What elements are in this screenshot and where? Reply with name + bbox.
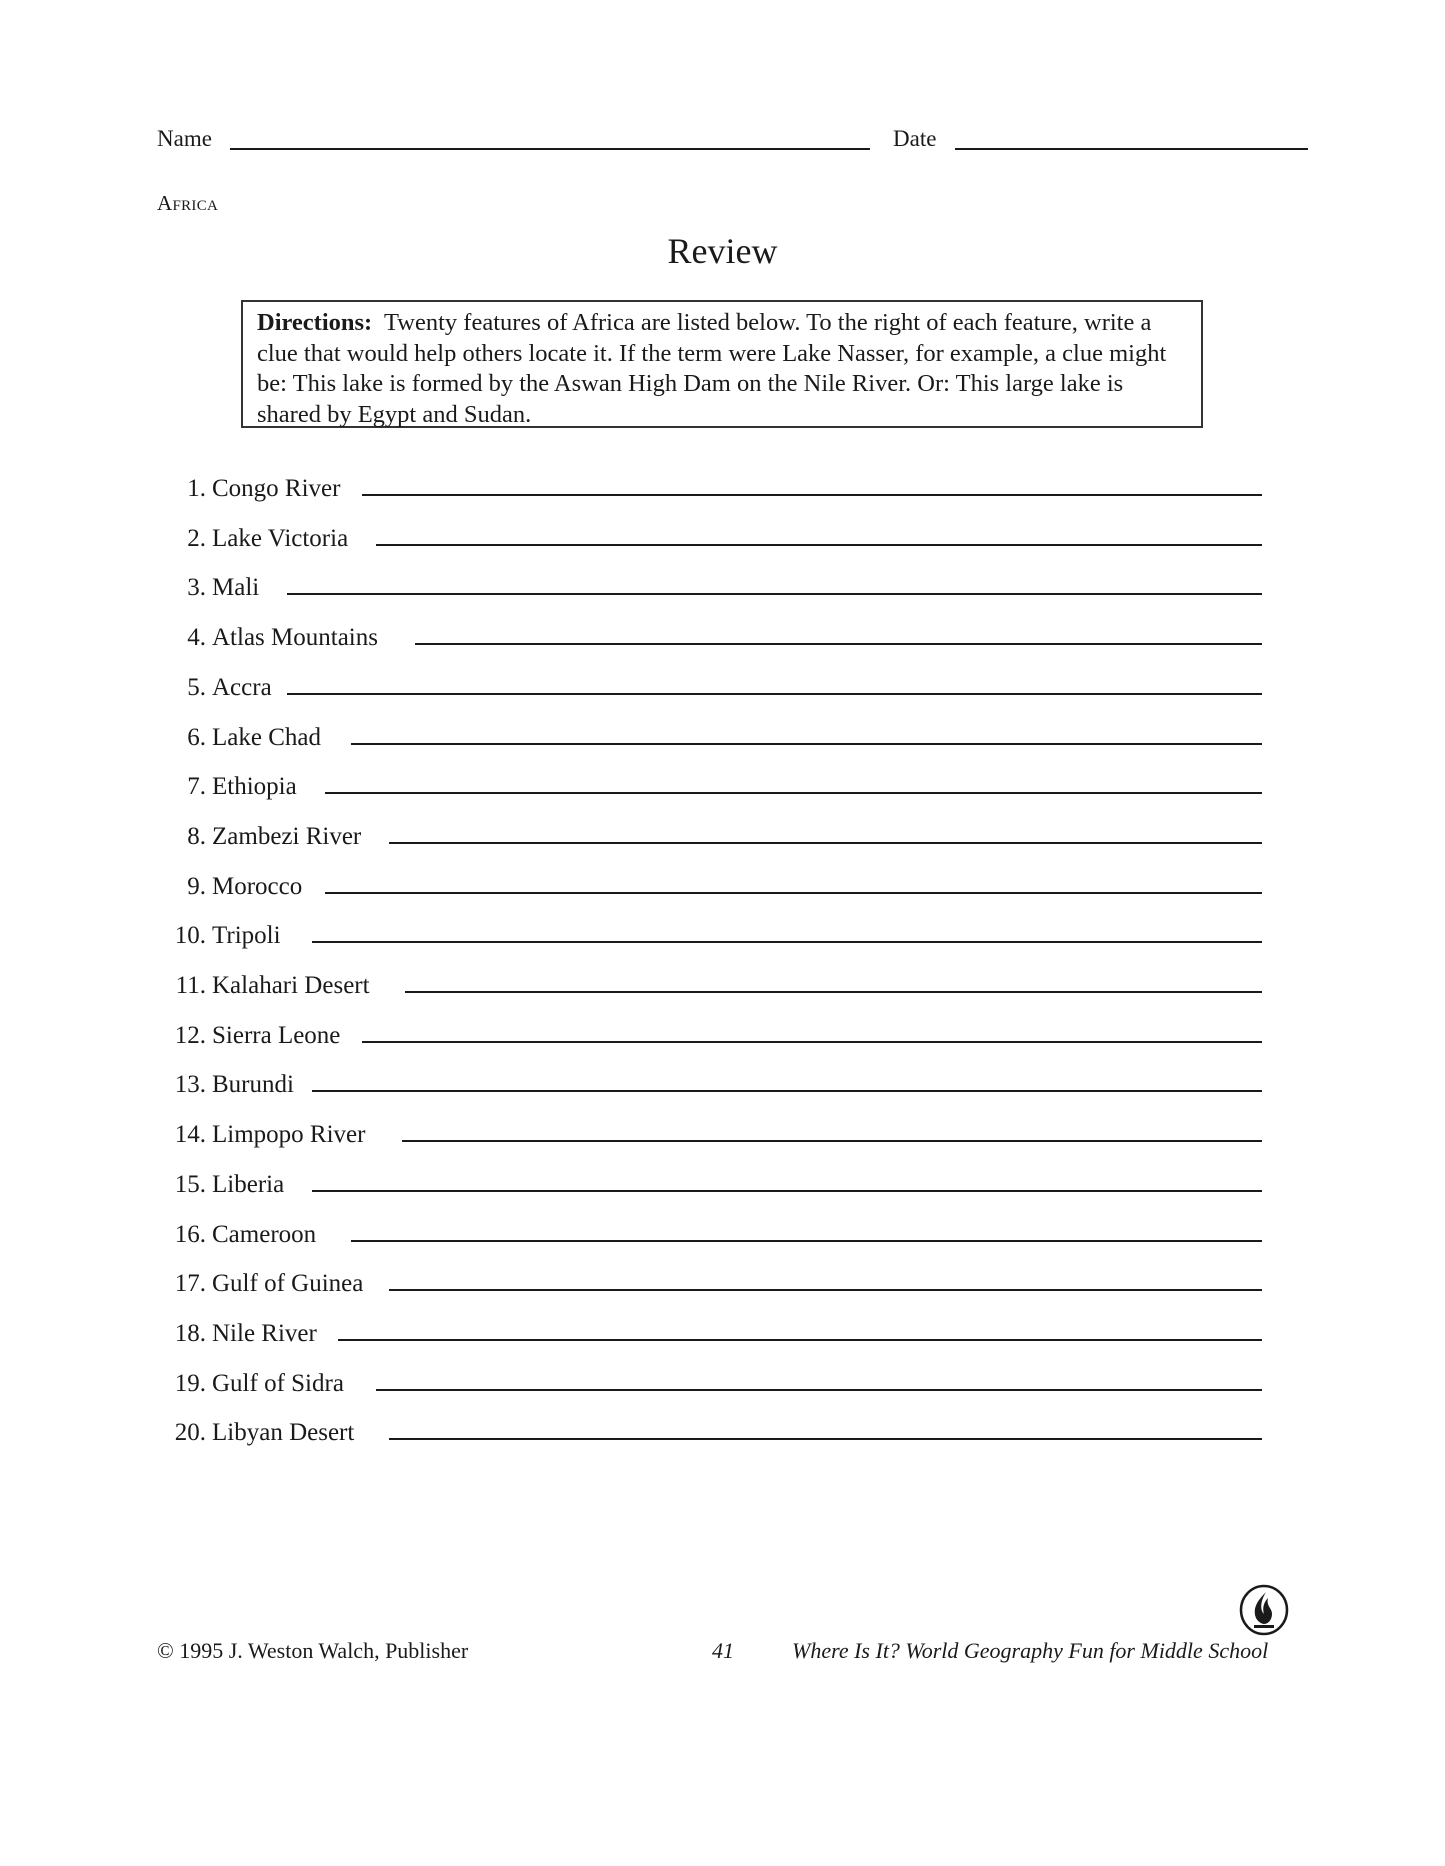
list-item <box>150 1118 1262 1158</box>
answer-line[interactable] <box>389 820 1262 844</box>
item-number: 7. <box>187 773 206 801</box>
answer-line[interactable] <box>325 870 1262 894</box>
answer-line[interactable] <box>338 1317 1262 1341</box>
directions-lead: Directions: <box>257 309 373 336</box>
item-label: Lake Chad <box>212 723 321 751</box>
answer-line[interactable] <box>362 1019 1262 1043</box>
list-item <box>150 820 1262 860</box>
item-number: 11. <box>175 972 206 999</box>
page-number <box>712 1638 734 1664</box>
item-number: 10. <box>174 922 206 950</box>
item-label: Nile River <box>212 1319 317 1347</box>
list-item <box>150 1068 1262 1108</box>
answer-line[interactable] <box>389 1416 1262 1440</box>
list-item <box>150 870 1262 910</box>
section-label: Africa <box>157 191 219 215</box>
book-title <box>792 1638 1268 1664</box>
item-label: Ethiopia <box>212 773 297 801</box>
copyright: © 1995 J. Weston Walch, Publisher <box>157 1638 469 1663</box>
name-label: Name <box>157 126 212 151</box>
item-label: Tripoli <box>212 922 281 950</box>
item-number: 18. <box>174 1319 206 1347</box>
page-number-text: 41 <box>712 1638 734 1663</box>
list-item <box>150 671 1262 711</box>
answer-line[interactable] <box>351 721 1262 745</box>
list-item <box>150 472 1262 512</box>
list-item <box>150 571 1262 611</box>
item-label: Liberia <box>212 1170 285 1198</box>
directions-text: Twenty features of Africa are listed below. To the right of each feature, write a clue that would help others locate it. If the term were Lake Nasser, for example, a clue might be: This lake is formed by the Aswan High Dam on the Nile River. Or: This large lake is shared by Egypt and Sudan. <box>257 309 1167 428</box>
item-number: 8. <box>187 822 206 850</box>
answer-line[interactable] <box>402 1118 1262 1142</box>
item-number: 4. <box>187 624 206 652</box>
list-item <box>150 621 1262 661</box>
answer-line[interactable] <box>325 770 1262 794</box>
item-number: 1. <box>187 475 206 502</box>
answer-line[interactable] <box>312 919 1262 943</box>
item-label: Sierra Leone <box>212 1021 341 1049</box>
answer-line[interactable] <box>287 571 1262 595</box>
answer-line[interactable] <box>415 621 1262 645</box>
item-number: 19. <box>174 1369 206 1397</box>
item-label: Limpopo River <box>212 1121 366 1149</box>
item-label: Morocco <box>212 872 303 900</box>
item-number: 14. <box>174 1121 206 1149</box>
item-number: 12. <box>174 1021 206 1049</box>
item-number: 13. <box>174 1071 206 1099</box>
answer-line[interactable] <box>389 1267 1262 1291</box>
item-label: Zambezi River <box>212 822 362 850</box>
book-title-text: Where Is It? World Geography Fun for Middle School <box>792 1638 1269 1663</box>
list-item <box>150 522 1262 562</box>
name-field[interactable] <box>230 148 870 150</box>
item-label: Mali <box>212 574 260 602</box>
date-field[interactable] <box>955 148 1308 150</box>
answer-line[interactable] <box>312 1168 1262 1192</box>
item-number: 16. <box>174 1220 206 1248</box>
item-label: Gulf of Sidra <box>212 1369 344 1397</box>
directions-box <box>241 300 1203 428</box>
item-label: Libyan Desert <box>212 1419 355 1447</box>
item-label: Burundi <box>212 1071 294 1099</box>
item-number: 9. <box>187 872 206 900</box>
answer-line[interactable] <box>312 1068 1262 1092</box>
list-item <box>150 1019 1262 1059</box>
item-label: Gulf of Guinea <box>212 1270 364 1298</box>
item-number: 6. <box>187 723 206 751</box>
list-item <box>150 721 1262 761</box>
date-label: Date <box>893 126 937 151</box>
list-item <box>150 1317 1262 1357</box>
item-number: 2. <box>187 524 206 552</box>
item-number: 3. <box>187 574 206 602</box>
item-label: Kalahari Desert <box>212 972 370 999</box>
item-label: Accra <box>212 673 272 701</box>
list-item <box>150 1267 1262 1307</box>
item-number: 5. <box>187 673 206 701</box>
answer-line[interactable] <box>405 969 1262 993</box>
item-label: Congo River <box>212 475 341 502</box>
item-number: 20. <box>174 1419 206 1447</box>
list-item <box>150 1218 1262 1258</box>
list-item <box>150 1416 1262 1456</box>
list-item <box>150 1367 1262 1407</box>
list-item <box>150 969 1262 1009</box>
item-label: Atlas Mountains <box>212 624 378 652</box>
page-title: Review <box>667 231 778 271</box>
answer-line[interactable] <box>376 522 1262 546</box>
list-item <box>150 1168 1262 1208</box>
item-number: 17. <box>174 1270 206 1298</box>
list-item <box>150 770 1262 810</box>
item-label: Cameroon <box>212 1220 317 1248</box>
item-number: 15. <box>174 1170 206 1198</box>
flame-logo-icon <box>1238 1584 1290 1636</box>
list-item <box>150 919 1262 959</box>
item-label: Lake Victoria <box>212 524 349 552</box>
answer-line[interactable] <box>351 1218 1262 1242</box>
answer-line[interactable] <box>362 472 1262 496</box>
answer-line[interactable] <box>376 1367 1262 1391</box>
answer-line[interactable] <box>287 671 1262 695</box>
